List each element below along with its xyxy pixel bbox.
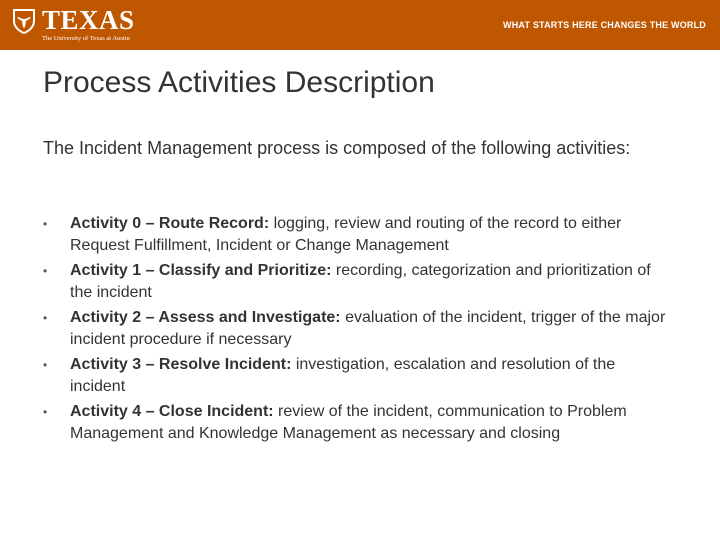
logo-subtitle: The University of Texas at Austin [42,35,130,42]
activity-description: recording, categorization and prioritization of the incident [70,262,651,301]
activity-name: Activity 2 – Assess and Investigate: [70,309,341,326]
header-bar [0,0,720,50]
activity-name: Activity 3 – Resolve Incident: [70,356,292,373]
activity-name: Activity 4 – Close Incident: [70,403,274,420]
ut-logo [12,6,135,44]
activity-description: investigation, escalation and resolution of the incident [70,356,616,395]
longhorn-shield-icon [12,8,36,34]
slide-title: Process Activities Description [43,66,435,99]
bullet-icon: • [43,264,48,278]
bullet-icon: • [43,405,48,419]
activity-item-1 [43,260,673,304]
activity-item-0 [43,213,673,257]
activity-description: review of the incident, communication to Problem Management and Knowledge Management as necessary and closing [70,403,627,442]
activity-item-3 [43,354,673,398]
activity-list [43,213,673,448]
activity-name: Activity 0 – Route Record: [70,215,270,232]
intro-paragraph: The Incident Management process is composed of the following activities: [43,138,631,158]
activity-description: evaluation of the incident, trigger of the major incident procedure if necessary [70,309,666,348]
activity-description: logging, review and routing of the record to either Request Fulfillment, Incident or Change Management [70,215,622,254]
header-tagline: WHAT STARTS HERE CHANGES THE WORLD [503,20,706,30]
bullet-icon: • [43,217,48,231]
logo-wordmark: TEXAS [42,5,135,35]
logo-text-block [42,6,135,42]
bullet-icon: • [43,358,48,372]
activity-name: Activity 1 – Classify and Prioritize: [70,262,332,279]
bullet-icon: • [43,311,48,325]
activity-item-4 [43,401,673,445]
activity-item-2 [43,307,673,351]
